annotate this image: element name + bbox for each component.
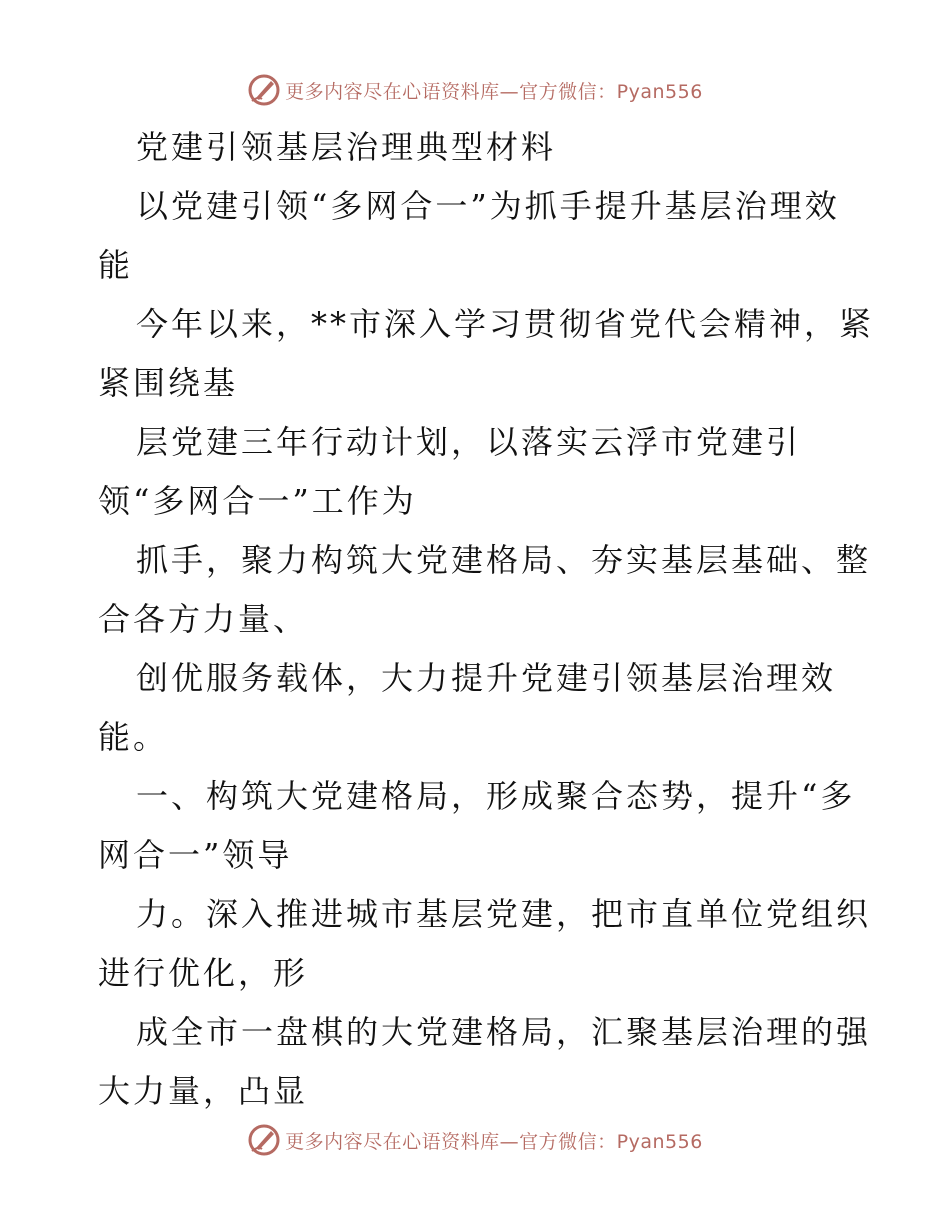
document-line: 能 [98,246,134,284]
document-line: 进行优化，形 [98,954,309,992]
document-line: 今年以来，**市深入学习贯彻省党代会精神，紧 [136,305,875,343]
document-body [98,118,875,1121]
watermark-text: 更多内容尽在心语资料库—官方微信：Pyan556 [285,1130,703,1153]
document-line: 力。深入推进城市基层党建，把市直单位党组织 [136,895,872,933]
document-line: 能。 [98,718,169,756]
document-line: 网合一”领导 [98,836,293,874]
document-line: 合各方力量、 [98,600,309,638]
document-line: 紧围绕基 [98,364,239,402]
document-line: 层党建三年行动计划，以落实云浮市党建引 [136,423,802,461]
watermark-text: 更多内容尽在心语资料库—官方微信：Pyan556 [285,80,703,103]
document-line: 领“多网合一”工作为 [98,482,417,520]
document-line: 以党建引领“多网合一”为抓手提升基层治理效 [136,187,840,225]
document-line: 大力量，凸显 [98,1072,309,1110]
document-line: 党建引领基层治理典型材料 [136,128,557,166]
footer-watermark [0,1120,950,1160]
document-line: 成全市一盘棋的大党建格局，汇聚基层治理的强 [136,1013,872,1051]
quill-circle-logo-icon [247,1123,281,1157]
header-watermark [0,70,950,110]
document-line: 一、构筑大党建格局，形成聚合态势，提升“多 [136,777,856,815]
document-line: 抓手，聚力构筑大党建格局、夯实基层基础、整 [136,541,872,579]
quill-circle-logo-icon [247,73,281,107]
document-line: 创优服务载体，大力提升党建引领基层治理效 [136,659,837,697]
